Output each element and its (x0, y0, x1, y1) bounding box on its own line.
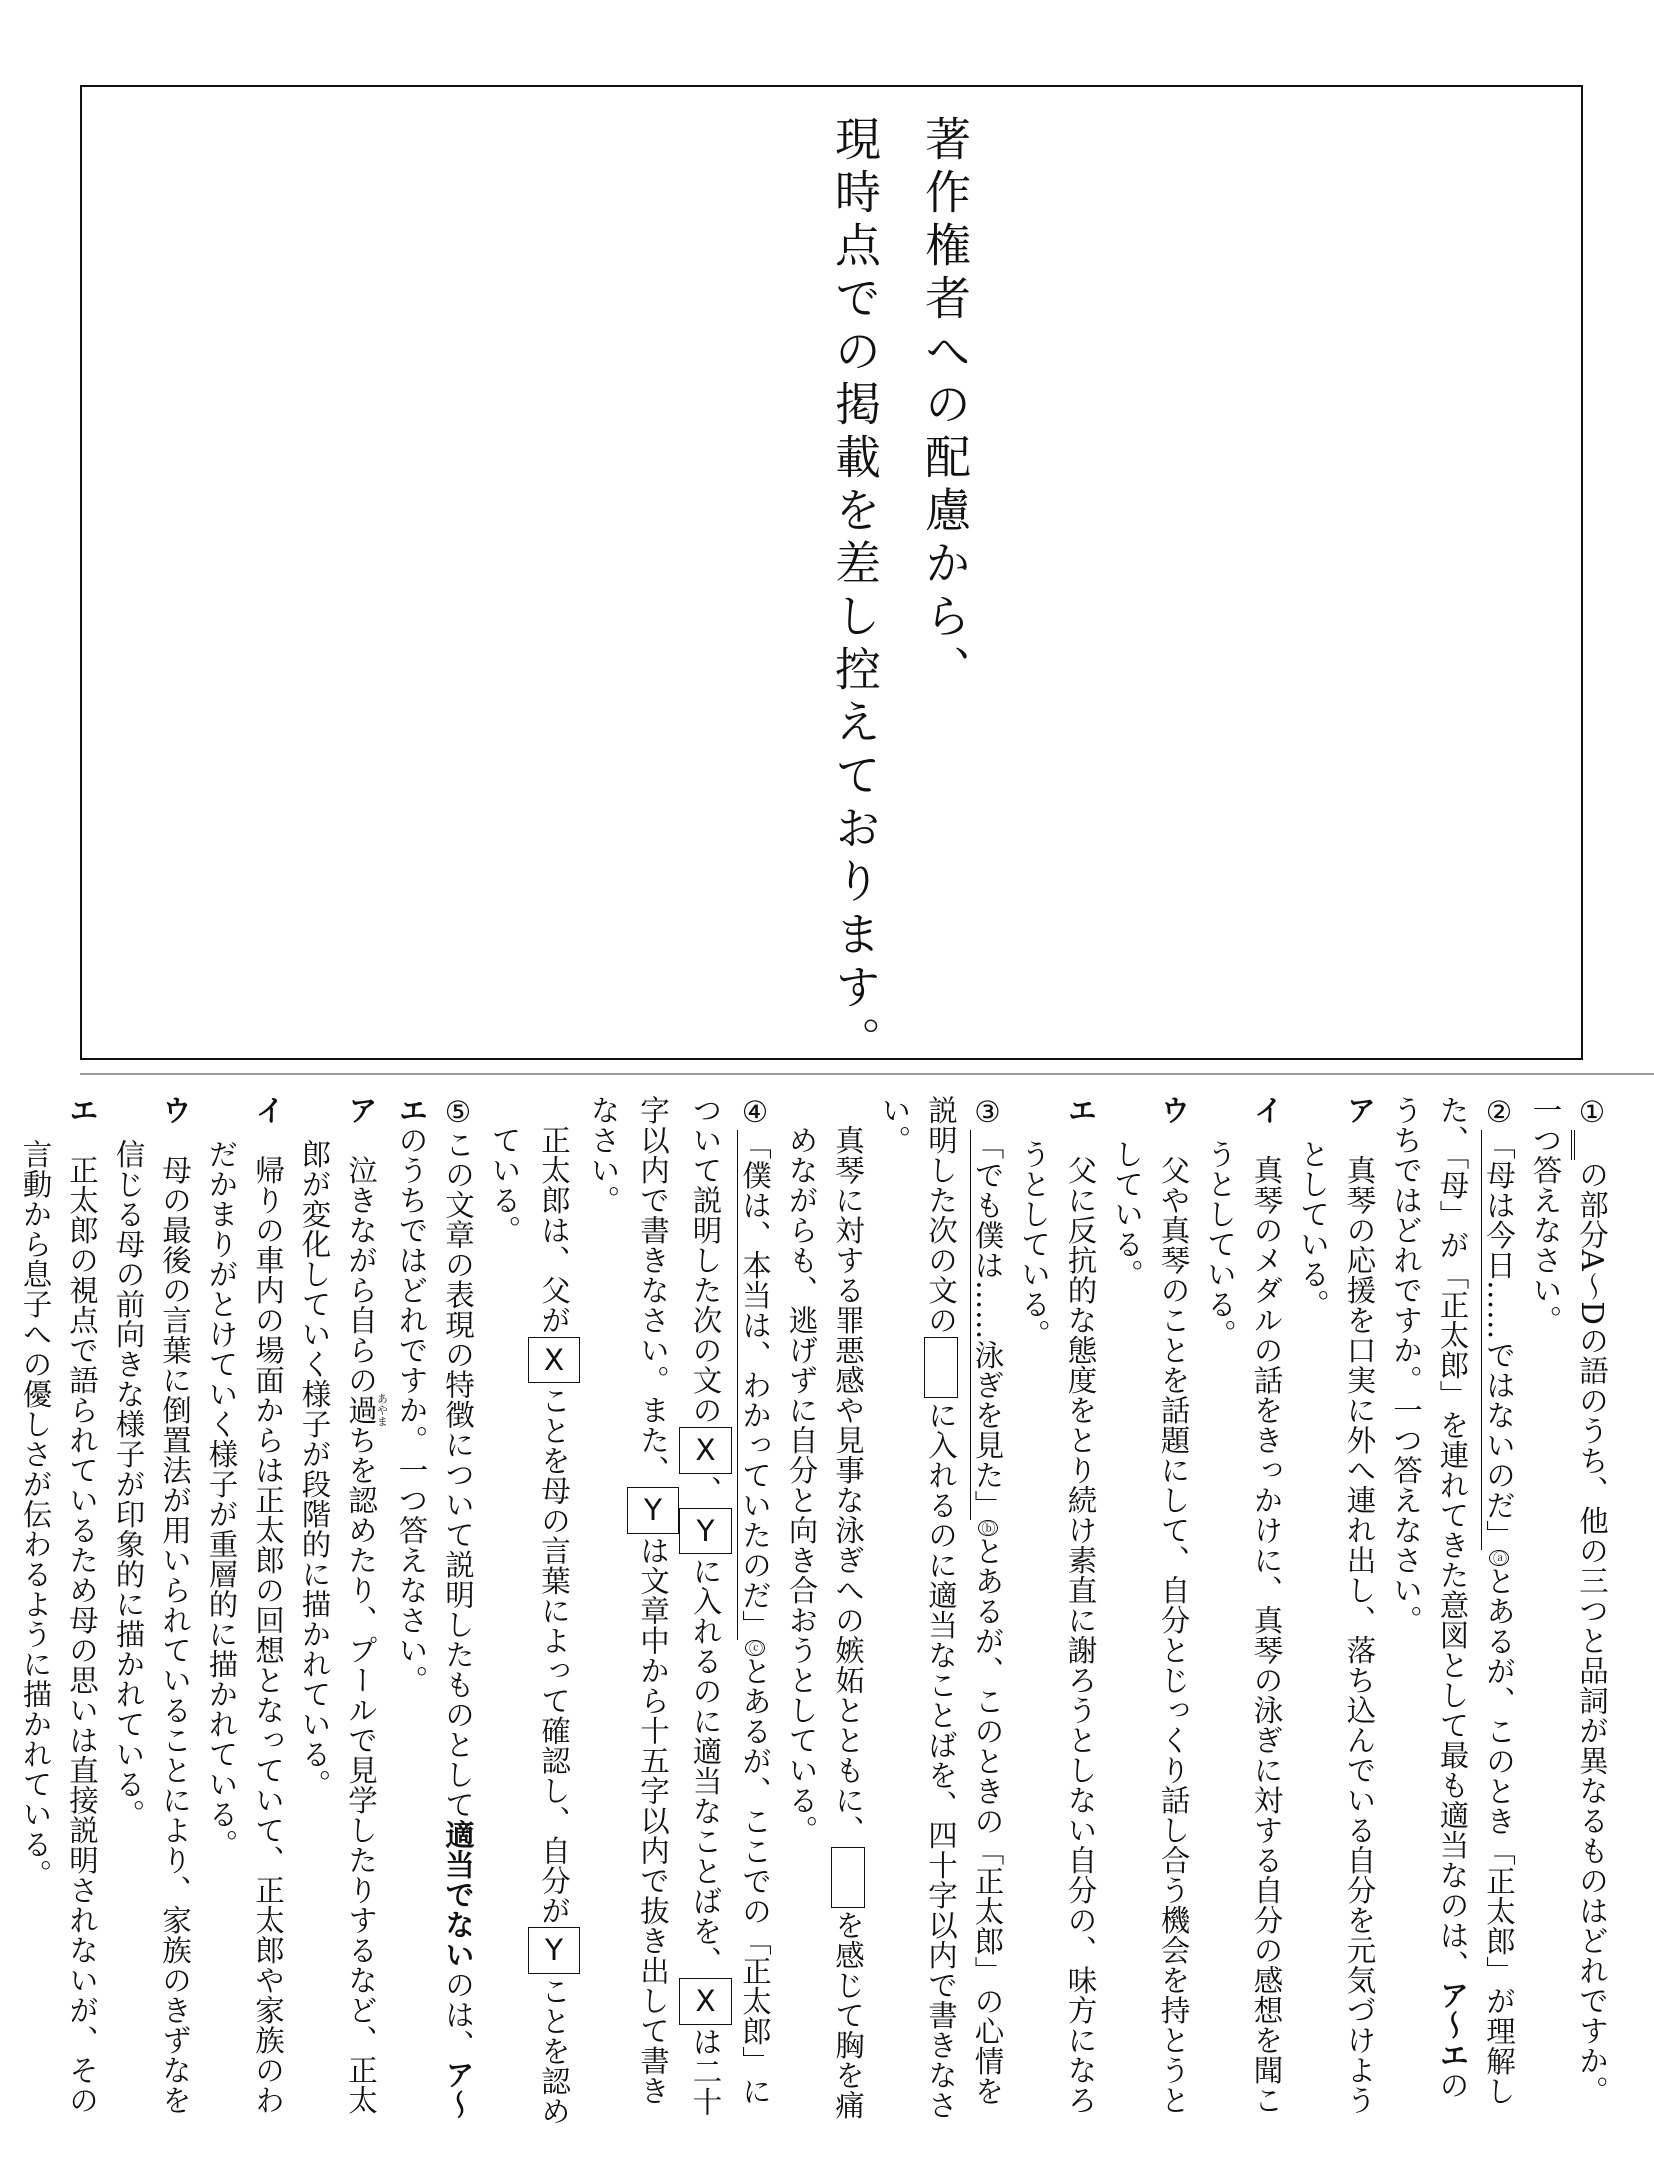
question-1: ① の部分A～Dの語のうち、他の三つと品詞が異なるものはどれですか。一つ答えなさい。 (1528, 1095, 1609, 2106)
ruby-word: 過あやま (344, 1392, 389, 1428)
blank-y: Y (627, 1487, 680, 1534)
question-3: ③「でも僕は……泳ぎを見た」ⓑとあるが、このときの「正太郎」の心情を説明した次の文のに入れるのに適当なことばを、四十字以内で書きなさい。 (877, 1095, 1005, 2120)
blank-y: Y (679, 1508, 732, 1555)
blank-x: X (528, 1337, 581, 1384)
marker-a: ⓐ (1491, 1550, 1507, 1565)
blank-y: Y (528, 1927, 581, 1974)
option-i: イ 帰りの車内の場面からは正太郎の回想となっていて、正太郎や家族のわだかまりがとけていく様子が重層的に描かれている。 (204, 1095, 285, 2115)
option-e: エ 父に反抗的な態度をとり続け素直に謝ろうとしない自分の、味方になろうとしている。 (1017, 1095, 1098, 2115)
copyright-notice-box (80, 85, 1583, 1069)
underline-mark (1571, 1130, 1609, 1160)
section-divider (80, 1073, 1654, 1075)
notice-line-2: 現時点での掲載を差し控えております。 (828, 115, 882, 1069)
notice-line-1: 著作権者への配慮から、 (918, 115, 972, 698)
blank-box (831, 1847, 865, 1908)
option-e: エ 正太郎の視点で語られているため母の思いは直接説明されないが、その言動から息子への優しさが伝わるように描かれている。 (18, 1095, 99, 2115)
question-number: ③ (970, 1095, 1005, 1130)
underlined-quote: 「母は今日……ではないのだ」 (1482, 1129, 1516, 1550)
question-5: ⑤この文章の表現の特徴について説明したものとして適当でないのは、ア～エのうちではどれですか。一つ答えなさい。 (394, 1095, 475, 2120)
option-i: イ 真琴のメダルの話をきっかけに、真琴の泳ぎに対する自分の感想を聞こうとしている。 (1203, 1095, 1284, 2115)
underlined-quote: 「でも僕は……泳ぎを見た」 (970, 1129, 1005, 1520)
marker-c: ⓒ (747, 1640, 763, 1655)
option-a: ア 泣きながら自らの過あやまちを認めたり、プールで見学したりするなど、正太郎が変化していく様子が段階的に描かれている。 (297, 1095, 389, 2115)
question-number: ② (1482, 1095, 1516, 1130)
fill-sentence: 正太郎は、父がXことを母の言葉によって確認し、自分がYことを認めている。 (481, 1095, 580, 2130)
emphasis-not-appropriate: 適当でない (441, 1819, 475, 1970)
question-2: ②「母は今日……ではないのだ」ⓐとあるが、このとき「正太郎」が理解した、「母」が「正太郎」を連れてきた意図として最も適当なのは、ア～エのうちではどれですか。一つ答えなさい。 (1389, 1095, 1516, 2106)
question-number: ⑤ (441, 1095, 475, 1130)
question-number: ① (1575, 1095, 1609, 1130)
option-u: ウ 父や真琴のことを話題にして、自分とじっくり話し合う機会を持とうとしている。 (1110, 1095, 1191, 2115)
question-section (18, 1095, 1615, 2130)
underlined-quote: 「僕は、本当は、わかっていたのだ」 (738, 1129, 772, 1640)
option-a: ア 真琴の応援を口実に外へ連れ出し、落ち込んでいる自分を元気づけようとしている。 (1296, 1095, 1377, 2115)
question-4: ④「僕は、本当は、わかっていたのだ」ⓒとあるが、ここでの「正太郎」について説明した次の文のX、Yに入れるのに適当なことばを、Xは二十字以内で書きなさい。また、Yは文章中から十五字以内で抜き出して書きなさい。 (586, 1095, 772, 2117)
option-u: ウ 母の最後の言葉に倒置法が用いられていることにより、家族のきずなを信じる母の前向きな様子が印象的に描かれている。 (111, 1095, 192, 2115)
blank-x: X (679, 1427, 732, 1474)
fill-sentence: 真琴に対する罪悪感や見事な泳ぎへの嫉妬とともに、を感じて胸を痛めながらも、逃げずに自分と向き合おうとしている。 (784, 1124, 865, 2120)
marker-b: ⓑ (979, 1520, 996, 1535)
question-number: ④ (738, 1095, 772, 1130)
blank-box (924, 1337, 958, 1398)
blank-x: X (679, 1978, 732, 2025)
